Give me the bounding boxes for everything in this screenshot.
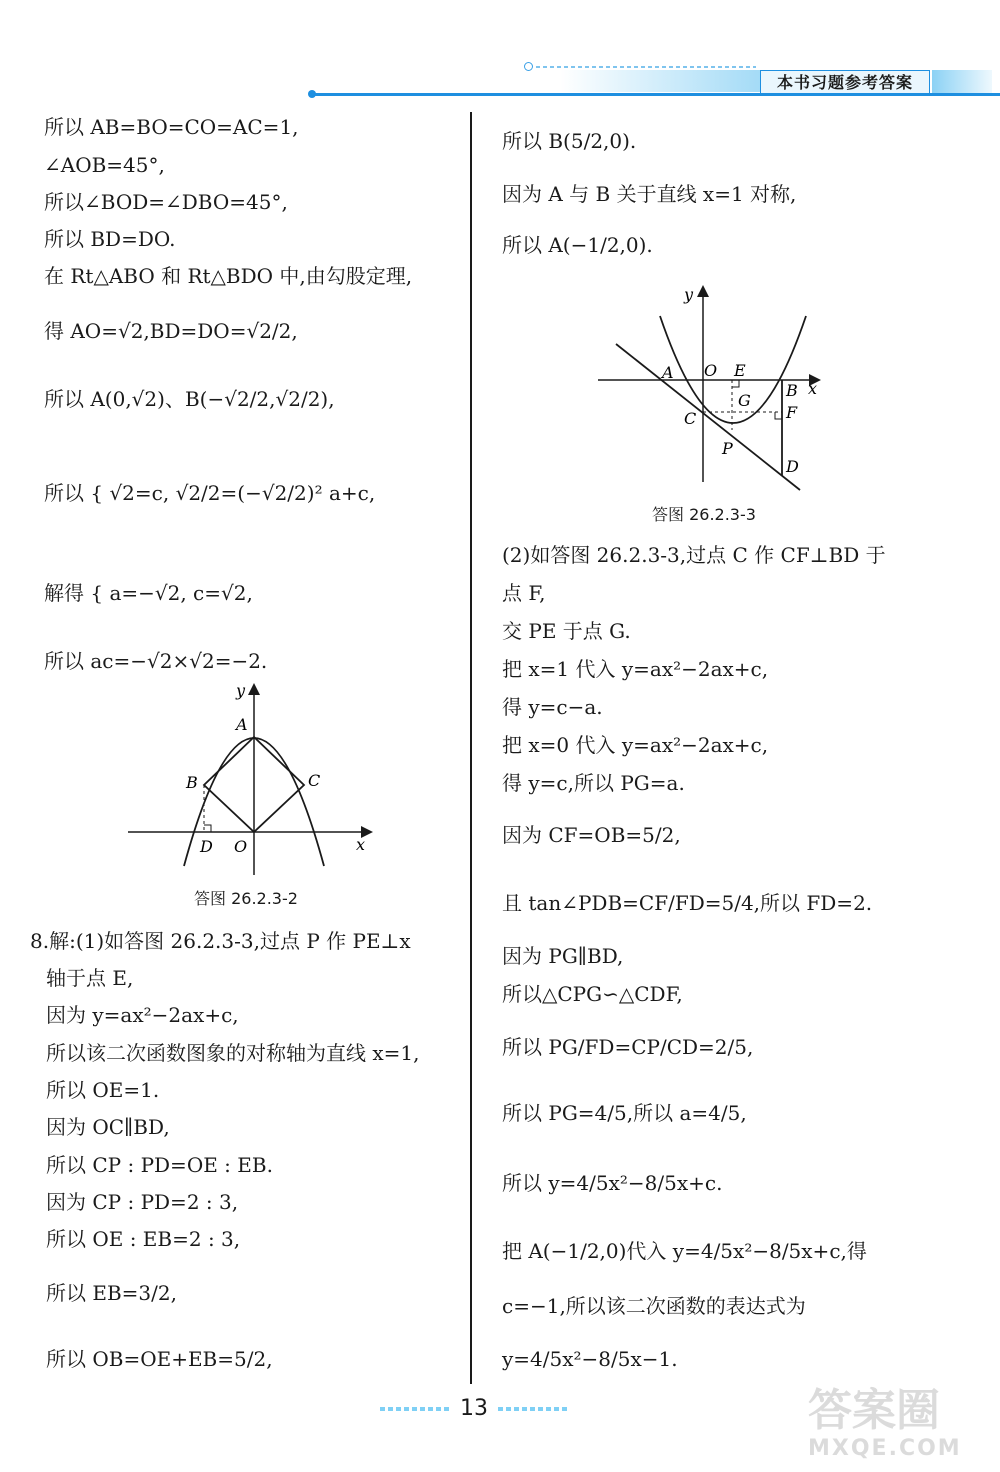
header-gradient (560, 70, 760, 92)
fig-label-D: D (200, 837, 213, 856)
column-divider (470, 112, 472, 1384)
text-line: 所以 PG=4/5,所以 a=4/5, (502, 1101, 747, 1125)
header-dot-left (524, 62, 533, 71)
question-8-heading: 8.解:(1)如答图 26.2.3-3,过点 P 作 PE⊥x (30, 929, 411, 953)
text-line: 因为 OC∥BD, (46, 1115, 170, 1139)
figure-caption: 答图 26.2.3-3 (652, 505, 756, 524)
fig-label-y: y (236, 681, 246, 700)
text-line: 所以 A(0,√2)、B(−√2/2,√2/2), (44, 387, 335, 411)
fig-label-A: A (236, 715, 248, 734)
text-line: ∠AOB=45°, (44, 153, 165, 177)
text-line: 轴于点 E, (46, 966, 134, 990)
watermark-logo (808, 1386, 998, 1470)
fig-label-P: P (722, 439, 733, 458)
text-line: 所以 A(−1/2,0). (502, 233, 653, 257)
fig-label-y: y (684, 285, 694, 304)
text-line: 解得 { a=−√2, c=√2, (44, 581, 253, 605)
text-line: 得 y=c−a. (502, 695, 603, 719)
text-line: 且 tan∠PDB=CF/FD=5/4,所以 FD=2. (502, 891, 873, 915)
text-line: 交 PE 于点 G. (502, 619, 631, 643)
text-line: 所以 { √2=c, √2/2=(−√2/2)² a+c, (44, 481, 376, 505)
text-line: 所以 EB=3/2, (46, 1281, 177, 1305)
text-line: 所以 PG/FD=CP/CD=2/5, (502, 1035, 754, 1059)
text-line: 因为 A 与 B 关于直线 x=1 对称, (502, 182, 797, 206)
fig-label-O: O (704, 361, 718, 380)
text-line: 所以∠BOD=∠DBO=45°, (44, 190, 288, 214)
text-line: 所以 CP : PD=OE : EB. (46, 1153, 273, 1177)
fig-label-C: C (308, 771, 321, 790)
text-line: 得 y=c,所以 PG=a. (502, 771, 685, 795)
text-line: 把 A(−1/2,0)代入 y=4/5x²−8/5x+c,得 (502, 1239, 867, 1263)
fig-label-A: A (662, 363, 674, 382)
text-line: 在 Rt△ABO 和 Rt△BDO 中,由勾股定理, (44, 264, 413, 288)
text-line: (2)如答图 26.2.3-3,过点 C 作 CF⊥BD 于 (502, 543, 886, 567)
text-line: 所以 AB=BO=CO=AC=1, (44, 115, 299, 139)
fig-label-B: B (186, 773, 198, 792)
text-line: 得 AO=√2,BD=DO=√2/2, (44, 319, 298, 343)
text-line: 因为 y=ax²−2ax+c, (46, 1003, 239, 1027)
page-number-deco-right (498, 1407, 568, 1411)
text-line: 因为 CP : PD=2 : 3, (46, 1190, 239, 1214)
fig-label-E: E (734, 361, 746, 380)
text-line: 因为 CF=OB=5/2, (502, 823, 681, 847)
header-rule (312, 93, 1000, 96)
text-line: 所以△CPG∽△CDF, (502, 982, 683, 1006)
page-number: 13 (460, 1396, 488, 1421)
fig-label-B: B (786, 381, 798, 400)
text-line: 所以 OB=OE+EB=5/2, (46, 1347, 273, 1371)
text-line: 所以该二次函数图象的对称轴为直线 x=1, (46, 1041, 420, 1065)
figure-26-2-3-3 (594, 282, 824, 492)
fig-label-F: F (786, 403, 798, 422)
text-line: 所以 ac=−√2×√2=−2. (44, 649, 268, 673)
fig-label-x: x (356, 835, 366, 854)
fig-label-O: O (234, 837, 248, 856)
fig-label-D: D (786, 457, 799, 476)
text-line: 所以 OE : EB=2 : 3, (46, 1227, 241, 1251)
fig-label-C: C (684, 409, 697, 428)
text-line: y=4/5x²−8/5x−1. (502, 1347, 678, 1371)
header-title: 本书习题参考答案 (760, 70, 930, 95)
text-line: 所以 BD=DO. (44, 227, 176, 251)
text-line: 所以 B(5/2,0). (502, 129, 637, 153)
text-line: 把 x=1 代入 y=ax²−2ax+c, (502, 657, 769, 681)
text-line: 所以 OE=1. (46, 1078, 160, 1102)
watermark-line2: MXQE.COM (808, 1436, 962, 1461)
text-line: c=−1,所以该二次函数的表达式为 (502, 1294, 806, 1318)
figure-caption: 答图 26.2.3-2 (194, 889, 298, 908)
fig-label-x: x (808, 379, 818, 398)
text-line: 所以 y=4/5x²−8/5x+c. (502, 1171, 723, 1195)
page-number-deco-left (380, 1407, 450, 1411)
fig-label-G: G (738, 391, 751, 410)
figure-26-2-3-2 (120, 680, 380, 880)
text-line: 点 F, (502, 581, 546, 605)
text-line: 因为 PG∥BD, (502, 944, 624, 968)
watermark-line1: 答案圈 (808, 1385, 940, 1436)
header-dashed-line (536, 66, 756, 68)
text-line: 把 x=0 代入 y=ax²−2ax+c, (502, 733, 769, 757)
header-tail (932, 70, 992, 94)
